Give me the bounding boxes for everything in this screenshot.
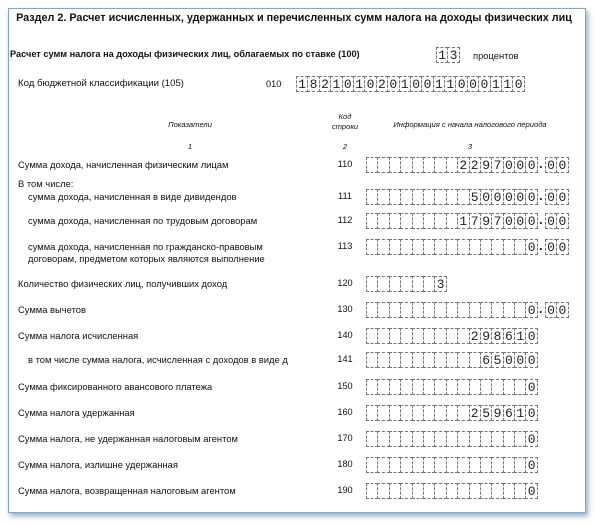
kbk-digit-cell: 1 <box>501 76 513 92</box>
decimal-digit-cell: 0 <box>545 157 557 173</box>
row-line-code: 150 <box>337 381 353 391</box>
header-col-1: 1 <box>187 142 193 151</box>
row-line-code: 180 <box>337 459 353 469</box>
row-line-code: 170 <box>337 433 353 443</box>
row-line-code: 112 <box>337 215 353 225</box>
row-label: сумма дохода, начисленная в виде дивидендов <box>28 191 237 202</box>
value-digit-cell: 7 <box>491 157 503 173</box>
kbk-digit-cell: 0 <box>512 76 524 92</box>
kbk-digit-cell: 1 <box>444 76 456 92</box>
row-value-cells <box>366 276 446 292</box>
kbk-digit-cell: 1 <box>399 76 411 92</box>
value-digit-cell: 0 <box>525 213 537 229</box>
row-value-cells <box>366 213 568 229</box>
decimal-point: . <box>539 156 543 171</box>
value-digit-cell: 2 <box>469 157 481 173</box>
header-info: Информация с начала налогового периода <box>393 120 547 129</box>
value-digit-cell: 9 <box>491 405 503 421</box>
decimal-digit-cell: 0 <box>556 302 568 318</box>
kbk-digit-cell: 1 <box>490 76 502 92</box>
row-value-cells <box>366 157 568 173</box>
rate-digit-cell: 3 <box>447 47 459 63</box>
decimal-digit-cell: 0 <box>545 302 557 318</box>
value-digit-cell: 9 <box>480 157 492 173</box>
kbk-label: Код бюджетной классификации (105) <box>18 78 185 89</box>
kbk-digit-cell: 1 <box>330 76 342 92</box>
row-line-code: 110 <box>337 159 353 169</box>
decimal-digit-cell: 0 <box>556 239 568 255</box>
row-label: Сумма вычетов <box>18 304 86 315</box>
row-label: Сумма налога удержанная <box>18 407 135 418</box>
row-label: Количество физических лиц, получивших доход <box>18 278 228 289</box>
kbk-digit-cell: 0 <box>467 76 479 92</box>
header-col-2: 2 <box>342 142 348 151</box>
row-line-code: 160 <box>337 407 353 417</box>
value-digit-cell: 7 <box>491 213 503 229</box>
value-digit-cell: 0 <box>525 352 537 368</box>
value-digit-cell: 0 <box>525 379 537 395</box>
kbk-digit-cell: 2 <box>319 76 331 92</box>
value-digit-cell: 6 <box>480 352 492 368</box>
kbk-line-code: 010 <box>266 79 282 89</box>
row-line-code: 141 <box>337 354 353 364</box>
row-value-cells <box>366 405 537 421</box>
row-label: сумма дохода, начисленная по гражданско-правовым <box>28 241 263 252</box>
kbk-digit-cell: 0 <box>364 76 376 92</box>
value-digit-cell: 9 <box>480 213 492 229</box>
decimal-point: . <box>539 238 543 253</box>
section-title: Раздел 2. Расчет исчисленных, удержанных и перечисленных сумм налога на доходы физических лиц <box>16 12 572 24</box>
value-digit-cell: 0 <box>480 189 492 205</box>
row-value-cells <box>366 328 537 344</box>
decimal-point: . <box>539 188 543 203</box>
header-line-code: Код строки <box>331 112 359 131</box>
value-digit-cell: 0 <box>503 213 515 229</box>
value-digit-cell: 5 <box>480 405 492 421</box>
row-line-code: 111 <box>338 191 352 201</box>
value-digit-cell: 6 <box>503 405 515 421</box>
kbk-digit-cell: 0 <box>478 76 490 92</box>
value-digit-cell: 6 <box>503 328 515 344</box>
value-digit-cell: 0 <box>525 157 537 173</box>
row-label: Сумма налога исчисленная <box>18 330 139 341</box>
value-digit-cell: 0 <box>514 157 526 173</box>
row-value-cells <box>366 431 537 447</box>
value-digit-cell: 0 <box>514 213 526 229</box>
value-digit-cell: 0 <box>525 189 537 205</box>
decimal-digit-cell: 0 <box>545 189 557 205</box>
kbk-digit-cell: 8 <box>307 76 319 92</box>
row-value-cells <box>366 302 568 318</box>
rate-digit-cell: 1 <box>436 47 448 63</box>
value-digit-cell: 1 <box>514 328 526 344</box>
value-digit-cell: 0 <box>503 189 515 205</box>
kbk-digit-cell: 2 <box>376 76 388 92</box>
row-label: Сумма фиксированного авансового платежа <box>18 381 213 392</box>
kbk-digit-cell: 0 <box>342 76 354 92</box>
value-digit-cell: 2 <box>469 405 481 421</box>
value-digit-cell: 0 <box>525 483 537 499</box>
rate-unit: процентов <box>473 50 519 61</box>
decimal-digit-cell: 0 <box>556 189 568 205</box>
value-digit-cell: 0 <box>525 405 537 421</box>
value-digit-cell: 3 <box>434 276 446 292</box>
row-value-cells <box>366 352 537 368</box>
row-line-code: 130 <box>337 304 353 314</box>
row-label-continued: договорам, предметом которых являются выполнение <box>28 253 265 264</box>
kbk-value-cells <box>296 76 524 92</box>
row-line-code: 190 <box>337 485 353 495</box>
decimal-digit-cell: 0 <box>545 239 557 255</box>
value-digit-cell: 0 <box>514 189 526 205</box>
rate-label: Расчет сумм налога на доходы физических лиц, облагаемых по ставке (100) <box>10 49 360 59</box>
value-digit-cell: 0 <box>514 352 526 368</box>
kbk-digit-cell: 1 <box>353 76 365 92</box>
value-digit-cell: 2 <box>457 157 469 173</box>
row-label: Сумма дохода, начисленная физическим лицам <box>18 159 229 170</box>
value-digit-cell: 0 <box>503 157 515 173</box>
row-label: Сумма налога, возвращенная налоговым агентом <box>18 485 236 496</box>
value-digit-cell: 0 <box>525 302 537 318</box>
value-digit-cell: 9 <box>480 328 492 344</box>
value-digit-cell: 0 <box>503 352 515 368</box>
value-digit-cell: 0 <box>491 189 503 205</box>
value-digit-cell: 7 <box>469 213 481 229</box>
row-label: в том числе сумма налога, исчисленная с доходов в виде д <box>28 354 288 365</box>
value-digit-cell: 0 <box>525 431 537 447</box>
value-digit-cell: 5 <box>469 189 481 205</box>
row-line-code: 120 <box>337 278 353 288</box>
value-digit-cell: 0 <box>525 239 537 255</box>
row-value-cells <box>366 189 568 205</box>
row-label: В том числе: <box>18 178 74 189</box>
decimal-digit-cell: 0 <box>545 213 557 229</box>
header-col-3: 3 <box>467 142 473 151</box>
value-digit-cell: 5 <box>491 352 503 368</box>
row-value-cells <box>366 457 537 473</box>
value-digit-cell: 8 <box>491 328 503 344</box>
row-value-cells <box>366 239 568 255</box>
decimal-digit-cell: 0 <box>556 213 568 229</box>
kbk-digit-cell: 0 <box>455 76 467 92</box>
decimal-point: . <box>539 212 543 227</box>
value-digit-cell: 2 <box>469 328 481 344</box>
kbk-digit-cell: 1 <box>433 76 445 92</box>
header-indicators: Показатели <box>168 120 212 129</box>
kbk-digit-cell: 0 <box>410 76 422 92</box>
row-value-cells <box>366 379 537 395</box>
row-label: Сумма налога, излишне удержанная <box>18 459 178 470</box>
value-digit-cell: 0 <box>525 328 537 344</box>
value-digit-cell: 1 <box>514 405 526 421</box>
rate-value-cells <box>436 47 459 63</box>
row-line-code: 140 <box>337 330 353 340</box>
row-value-cells <box>366 483 537 499</box>
value-digit-cell: 0 <box>525 457 537 473</box>
row-label: Сумма налога, не удержанная налоговым агентом <box>18 433 238 444</box>
row-line-code: 113 <box>337 241 353 251</box>
kbk-digit-cell: 0 <box>421 76 433 92</box>
kbk-digit-cell: 1 <box>296 76 308 92</box>
value-digit-cell: 1 <box>457 213 469 229</box>
decimal-digit-cell: 0 <box>556 157 568 173</box>
decimal-point: . <box>539 301 543 316</box>
kbk-digit-cell: 0 <box>387 76 399 92</box>
row-label: сумма дохода, начисленная по трудовым договорам <box>28 215 258 226</box>
